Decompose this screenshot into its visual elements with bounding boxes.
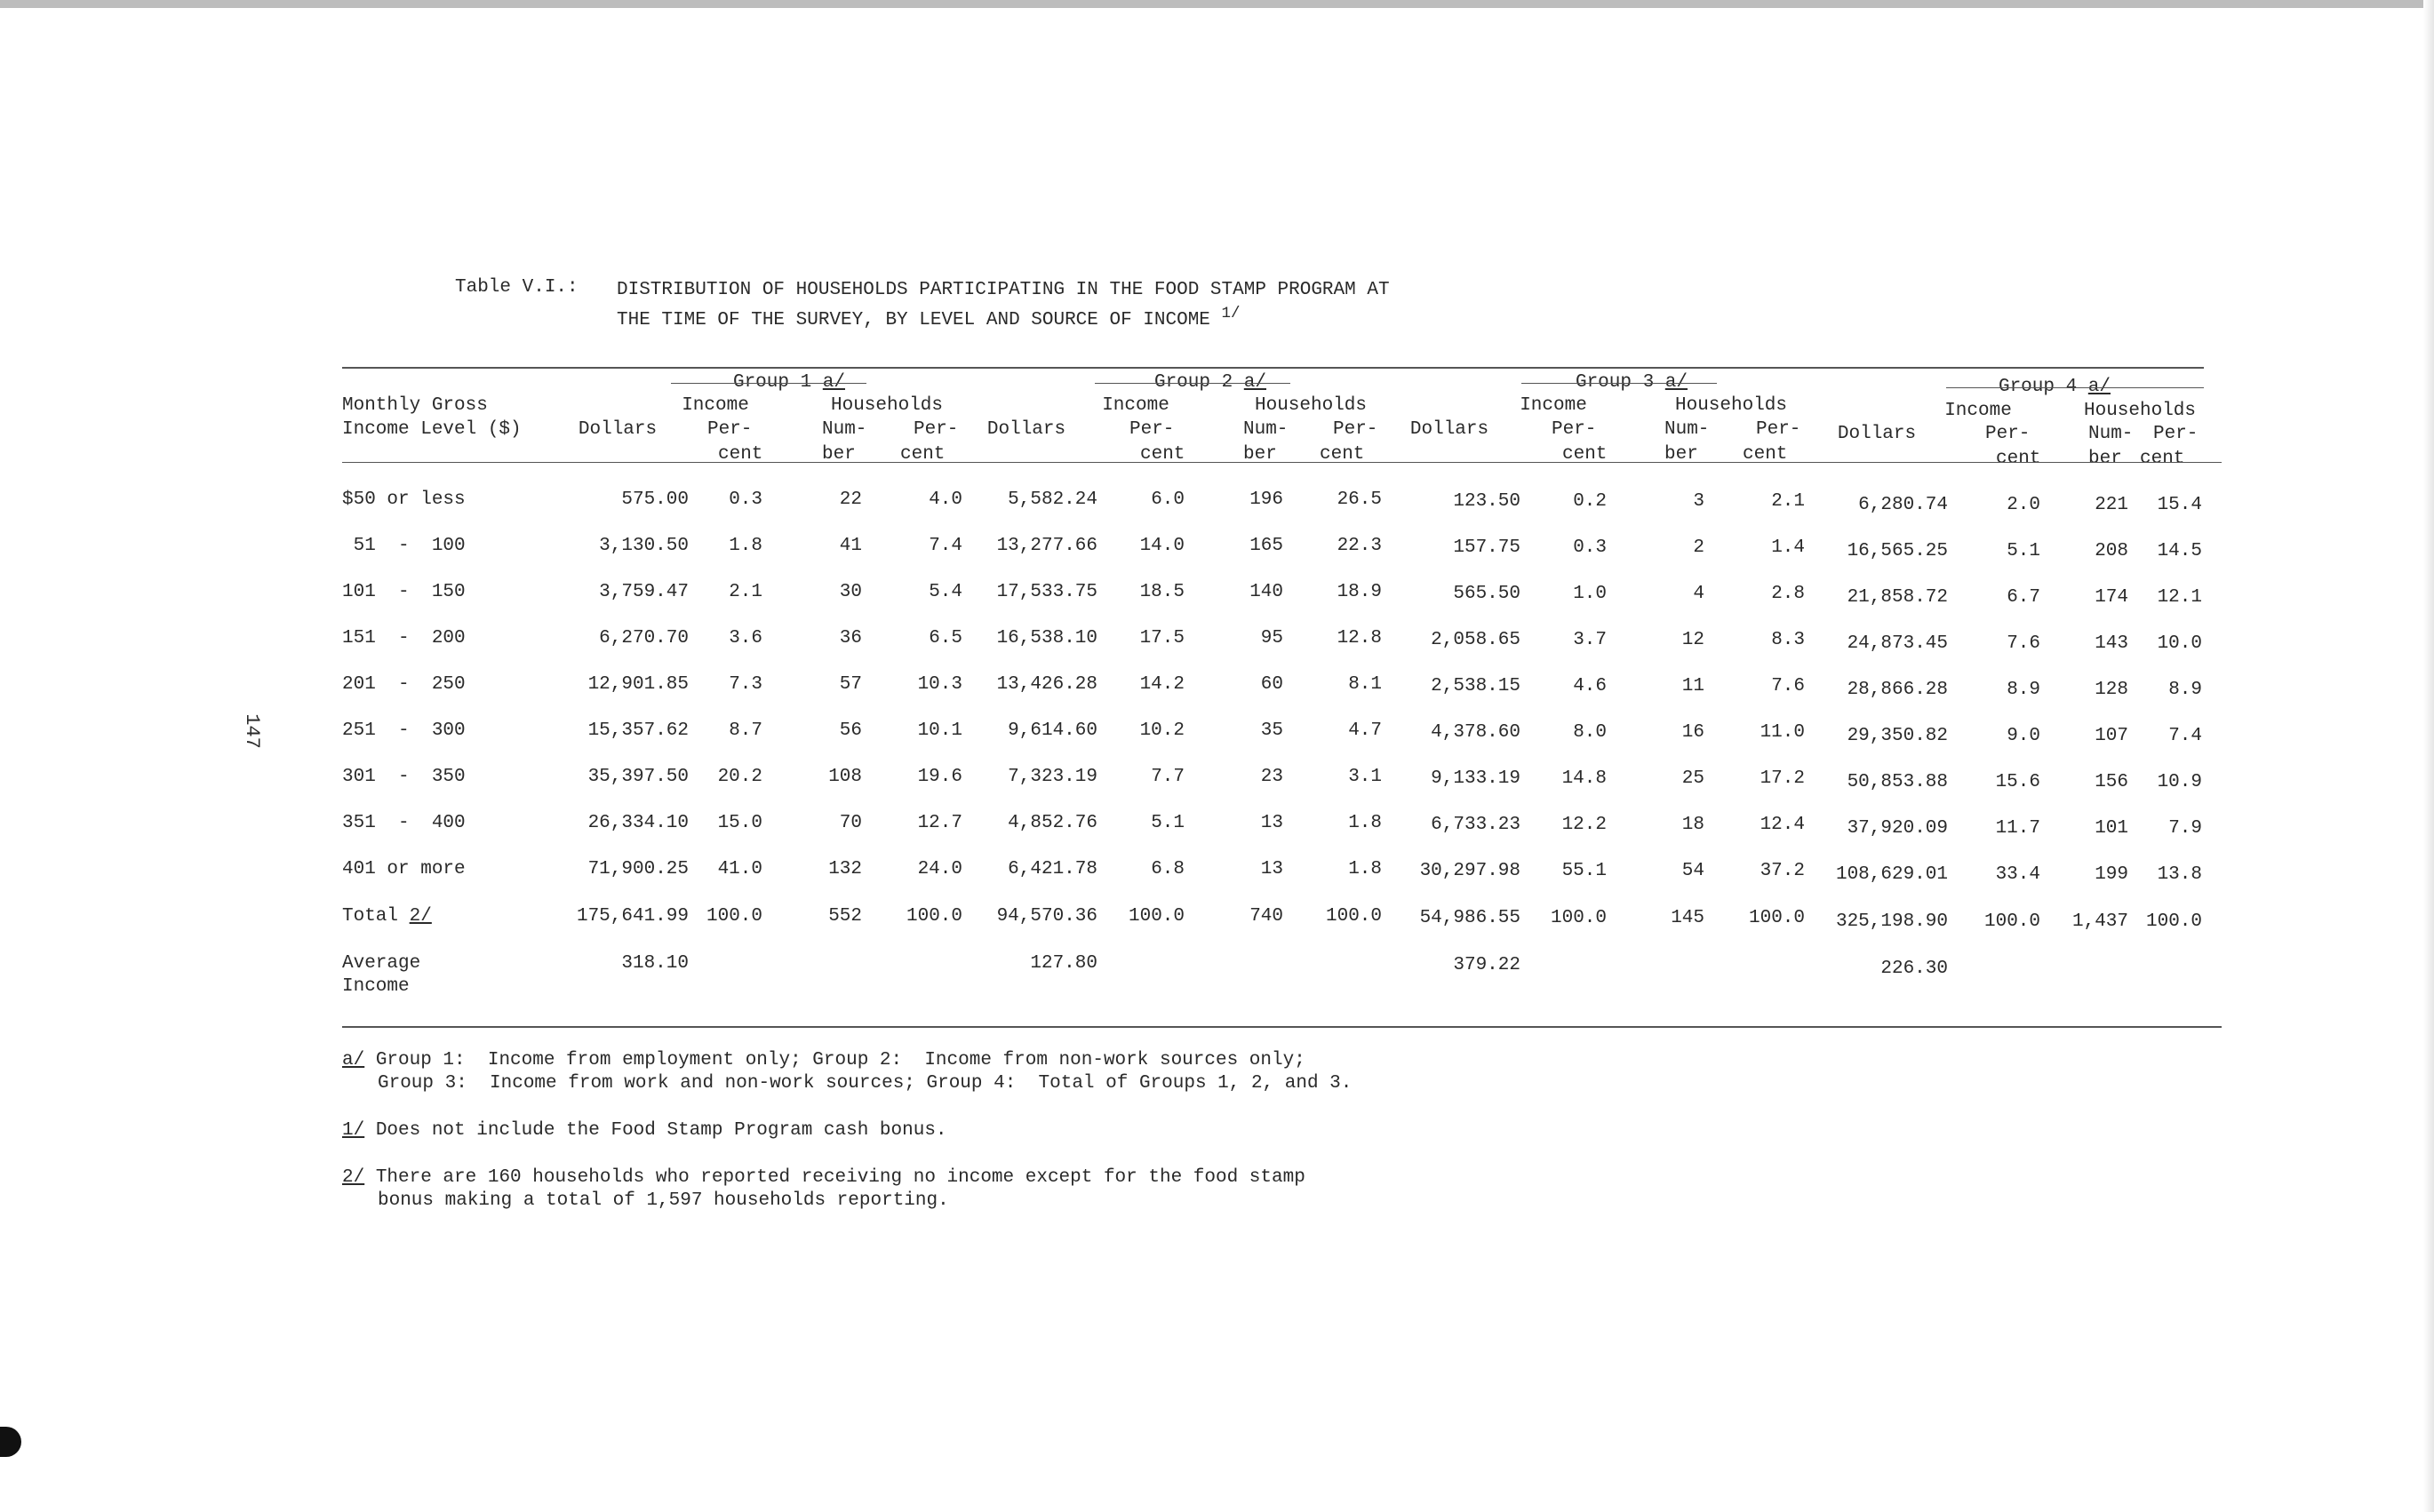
- table-cell: 60: [1260, 674, 1283, 695]
- table-cell: 100.0: [1748, 908, 1805, 928]
- footnote-2-line-2: bonus making a total of 1,597 households reporting.: [378, 1190, 949, 1211]
- table-cell: 140: [1249, 582, 1283, 602]
- table-cell: 199: [2095, 864, 2128, 885]
- col-header-number-1: Num-: [822, 419, 867, 440]
- col-header-income-percent-2: cent: [718, 444, 763, 465]
- table-cell: 175,641.99: [576, 906, 689, 927]
- table-cell: 4.6: [1573, 676, 1607, 696]
- table-cell: 325,198.90: [1835, 911, 1948, 932]
- table-cell: 15.0: [717, 813, 762, 833]
- table-cell: 33.4: [1995, 864, 2040, 885]
- row-label-text: 101 - 150: [342, 582, 466, 602]
- subheader-income: Income: [1944, 401, 2012, 421]
- table-cell: 9,614.60: [1008, 720, 1097, 741]
- group-footnote-ref: a/: [1243, 372, 1267, 393]
- table-cell: 552: [828, 906, 862, 927]
- table-cell: 21,858.72: [1847, 587, 1948, 608]
- table-cell: 20.2: [717, 767, 762, 787]
- table-cell: 128: [2095, 680, 2128, 700]
- table-cell: 6,733.23: [1431, 815, 1520, 835]
- table-cell: 24.0: [917, 859, 962, 879]
- table-cell: 208: [2095, 541, 2128, 561]
- col-header-income-percent-1: Per-: [1985, 424, 2031, 444]
- table-cell: 10.2: [1139, 720, 1185, 741]
- table-cell: 740: [1249, 906, 1283, 927]
- table-cell: 26.5: [1337, 489, 1382, 510]
- col-header-hh-percent-2: cent: [1743, 444, 1788, 465]
- row-label-text: 151 - 200: [342, 628, 466, 649]
- row-label: [342, 814, 466, 832]
- table-cell: 100.0: [906, 906, 962, 927]
- table-cell: 7.4: [929, 536, 962, 556]
- table-cell: 2.1: [729, 582, 762, 602]
- table-cell: 8.7: [729, 720, 762, 741]
- table-cell: 100.0: [1550, 908, 1607, 928]
- table-cell: 4,852.76: [1008, 813, 1097, 833]
- col-header-income-percent-1: Per-: [707, 419, 753, 440]
- table-cell: 12.8: [1337, 628, 1382, 649]
- table-cell: 3: [1693, 491, 1704, 512]
- col-header-dollars: Dollars: [986, 419, 1066, 440]
- table-caption-label: Table V.I.:: [455, 277, 579, 298]
- table-cell: 8.3: [1771, 630, 1805, 650]
- table-cell: 5,582.24: [1008, 489, 1097, 510]
- table-cell: 565.50: [1453, 584, 1520, 604]
- subheader-income: Income: [682, 395, 749, 416]
- table-cell: 6.5: [929, 628, 962, 649]
- table-cell: 10.1: [917, 720, 962, 741]
- table-cell: 3,759.47: [599, 582, 689, 602]
- table-cell: 95: [1260, 628, 1283, 649]
- table-cell: 14.5: [2157, 541, 2202, 561]
- table-cell: 50,853.88: [1847, 772, 1948, 792]
- footnote-separator-rule: [342, 1026, 2222, 1028]
- table-cell: 18.5: [1139, 582, 1185, 602]
- row-label: [342, 860, 466, 879]
- table-cell: 1,437: [2071, 911, 2128, 932]
- group-footnote-ref: a/: [2087, 377, 2111, 397]
- table-cell: 19.6: [917, 767, 962, 787]
- table-cell: 41.0: [717, 859, 762, 879]
- col-header-income-percent-2: cent: [1996, 449, 2041, 469]
- page-number: 147: [240, 713, 263, 749]
- table-cell: 16: [1681, 722, 1704, 743]
- table-cell: 100.0: [2145, 911, 2202, 932]
- table-cell: 575.00: [621, 489, 689, 510]
- col-header-hh-percent-1: Per-: [2153, 424, 2199, 444]
- table-cell: 4,378.60: [1431, 722, 1520, 743]
- table-cell: 35,397.50: [587, 767, 689, 787]
- table-cell: 15,357.62: [587, 720, 689, 741]
- table-cell: 108: [828, 767, 862, 787]
- scan-top-border: [0, 0, 2434, 8]
- title-footnote-ref: 1/: [1221, 305, 1241, 322]
- table-cell: 0.2: [1573, 491, 1607, 512]
- table-cell: 15.4: [2157, 495, 2202, 515]
- stub-header-line-1: Monthly Gross: [342, 395, 488, 416]
- table-cell: 5.1: [2007, 541, 2040, 561]
- table-cell: 9,133.19: [1431, 768, 1520, 789]
- table-cell: 70: [839, 813, 862, 833]
- table-cell: 174: [2095, 587, 2128, 608]
- table-cell: 1.8: [729, 536, 762, 556]
- table-cell: 145: [1671, 908, 1704, 928]
- footnote-1-ref: 1/: [342, 1120, 365, 1141]
- table-cell: 23: [1260, 767, 1283, 787]
- col-header-hh-percent-1: Per-: [1333, 419, 1378, 440]
- col-header-number-2: ber: [822, 444, 856, 465]
- table-cell: 2.0: [2007, 495, 2040, 515]
- col-header-dollars: Dollars: [1837, 424, 1917, 444]
- table-cell: 41: [839, 536, 862, 556]
- col-header-dollars: Dollars: [1409, 419, 1489, 440]
- col-header-hh-percent-2: cent: [2140, 449, 2185, 469]
- row-label-text: Total: [342, 906, 399, 927]
- table-cell: 9.0: [2007, 726, 2040, 746]
- table-cell: 8.1: [1348, 674, 1382, 695]
- table-cell: 22: [839, 489, 862, 510]
- scan-right-edge: [2423, 0, 2434, 1512]
- col-header-number-2: ber: [1243, 444, 1277, 465]
- table-top-rule: [342, 367, 2204, 369]
- average-income-cell: 127.80: [1030, 953, 1097, 974]
- col-header-hh-percent-1: Per-: [1756, 419, 1801, 440]
- table-cell: 13: [1260, 859, 1283, 879]
- subheader-income: Income: [1520, 395, 1587, 416]
- col-header-dollars: Dollars: [578, 419, 658, 440]
- row-label-text: 351 - 400: [342, 813, 466, 833]
- table-cell: 11.0: [1760, 722, 1805, 743]
- footnote-a-line-2: Group 3: Income from work and non-work sources; Group 4: Total of Groups 1, 2, and 3.: [378, 1073, 1353, 1094]
- table-cell: 25: [1681, 768, 1704, 789]
- row-label-text: 51 - 100: [342, 536, 466, 556]
- table-cell: 8.9: [2007, 680, 2040, 700]
- average-label-line-1: Average: [342, 953, 421, 974]
- table-cell: 13.8: [2157, 864, 2202, 885]
- row-label: [342, 629, 466, 648]
- row-label: [342, 675, 466, 694]
- table-cell: 6,421.78: [1008, 859, 1097, 879]
- row-label-text: 251 - 300: [342, 720, 466, 741]
- table-cell: 196: [1249, 489, 1283, 510]
- group-3-rule: [1521, 383, 1717, 384]
- table-cell: 12.4: [1760, 815, 1805, 835]
- table-cell: 12.7: [917, 813, 962, 833]
- table-cell: 37,920.09: [1847, 818, 1948, 839]
- group-4-rule: [1946, 387, 2204, 388]
- table-cell: 132: [828, 859, 862, 879]
- binding-hole-mark: [0, 1427, 21, 1457]
- group-1-rule: [671, 383, 866, 384]
- table-cell: 5.4: [929, 582, 962, 602]
- table-cell: 13,426.28: [996, 674, 1097, 695]
- table-cell: 8.9: [2168, 680, 2202, 700]
- col-header-income-percent-1: Per-: [1552, 419, 1597, 440]
- table-cell: 5.1: [1151, 813, 1185, 833]
- table-cell: 8.0: [1573, 722, 1607, 743]
- table-cell: 71,900.25: [587, 859, 689, 879]
- row-label-text: 201 - 250: [342, 674, 466, 695]
- table-title-line-1: DISTRIBUTION OF HOUSEHOLDS PARTICIPATING IN THE FOOD STAMP PROGRAM AT: [617, 280, 1390, 300]
- table-cell: 0.3: [1573, 537, 1607, 558]
- col-header-number-2: ber: [1664, 444, 1698, 465]
- row-label: [342, 537, 466, 555]
- col-header-hh-percent-2: cent: [1320, 444, 1365, 465]
- row-label: [342, 768, 466, 786]
- col-header-hh-percent-2: cent: [900, 444, 946, 465]
- table-cell: 10.0: [2157, 633, 2202, 654]
- table-cell: 36: [839, 628, 862, 649]
- subheader-households: Households: [1674, 395, 1788, 416]
- col-header-income-percent-2: cent: [1140, 444, 1185, 465]
- group-label: Group 4: [1998, 377, 2078, 397]
- table-cell: 100.0: [1325, 906, 1382, 927]
- table-cell: 10.9: [2157, 772, 2202, 792]
- table-cell: 12,901.85: [587, 674, 689, 695]
- table-cell: 17,533.75: [996, 582, 1097, 602]
- table-cell: 107: [2095, 726, 2128, 746]
- group-footnote-ref: a/: [822, 372, 846, 393]
- table-cell: 2,058.65: [1431, 630, 1520, 650]
- table-cell: 7.3: [729, 674, 762, 695]
- table-cell: 57: [839, 674, 862, 695]
- table-cell: 35: [1260, 720, 1283, 741]
- table-cell: 143: [2095, 633, 2128, 654]
- subheader-households: Households: [1254, 395, 1368, 416]
- table-cell: 11: [1681, 676, 1704, 696]
- table-cell: 221: [2095, 495, 2128, 515]
- footnote-1: 1/ Does not include the Food Stamp Program cash bonus.: [342, 1120, 947, 1141]
- table-cell: 94,570.36: [996, 906, 1097, 927]
- table-cell: 100.0: [1983, 911, 2040, 932]
- group-label: Group 2: [1153, 372, 1233, 393]
- table-cell: 100.0: [1128, 906, 1185, 927]
- group-label: Group 3: [1575, 372, 1655, 393]
- table-cell: 16,565.25: [1847, 541, 1948, 561]
- table-cell: 7.7: [1151, 767, 1185, 787]
- table-cell: 4: [1693, 584, 1704, 604]
- table-cell: 4.7: [1348, 720, 1382, 741]
- table-cell: 26,334.10: [587, 813, 689, 833]
- table-title-line-2: THE TIME OF THE SURVEY, BY LEVEL AND SOURCE OF INCOME $^{1/}$: [617, 305, 1241, 330]
- table-cell: 18: [1681, 815, 1704, 835]
- col-header-income-percent-2: cent: [1562, 444, 1608, 465]
- group-2-rule: [1095, 383, 1290, 384]
- col-header-number-1: Num-: [1243, 419, 1289, 440]
- footnote-2-line-1: 2/ There are 160 households who reported receiving no income except for the food stamp: [342, 1167, 1305, 1188]
- header-bottom-rule: [342, 462, 2222, 463]
- table-cell: 22.3: [1337, 536, 1382, 556]
- col-header-income-percent-1: Per-: [1129, 419, 1175, 440]
- table-cell: 3.6: [729, 628, 762, 649]
- table-cell: 54,986.55: [1419, 908, 1520, 928]
- table-cell: 10.3: [917, 674, 962, 695]
- table-cell: 30,297.98: [1419, 861, 1520, 881]
- table-cell: 17.5: [1139, 628, 1185, 649]
- col-header-number-2: ber: [2088, 449, 2122, 469]
- table-cell: 7,323.19: [1008, 767, 1097, 787]
- stub-header-line-2: Income Level ($): [342, 419, 522, 440]
- table-cell: 3.1: [1348, 767, 1382, 787]
- row-label: [342, 490, 466, 509]
- table-cell: 2: [1693, 537, 1704, 558]
- table-cell: 17.2: [1760, 768, 1805, 789]
- row-label: [342, 583, 466, 601]
- average-label-line-2: Income: [342, 976, 410, 997]
- table-cell: 4.0: [929, 489, 962, 510]
- row-footnote-ref: 2/: [409, 906, 432, 927]
- table-cell: 30: [839, 582, 862, 602]
- table-cell: 6.0: [1151, 489, 1185, 510]
- row-label: [342, 721, 466, 740]
- table-cell: 13,277.66: [996, 536, 1097, 556]
- table-cell: 100.0: [706, 906, 762, 927]
- table-cell: 2,538.15: [1431, 676, 1520, 696]
- table-cell: 13: [1260, 813, 1283, 833]
- subheader-households: Households: [830, 395, 944, 416]
- table-cell: 2.1: [1771, 491, 1805, 512]
- table-cell: 14.2: [1139, 674, 1185, 695]
- row-label-text: 401 or more: [342, 859, 466, 879]
- col-header-number-1: Num-: [2088, 424, 2134, 444]
- table-cell: 18.9: [1337, 582, 1382, 602]
- table-cell: 55.1: [1561, 861, 1607, 881]
- group-footnote-ref: a/: [1664, 372, 1688, 393]
- row-label-text: 301 - 350: [342, 767, 466, 787]
- group-label: Group 1: [732, 372, 812, 393]
- table-cell: 157.75: [1453, 537, 1520, 558]
- table-cell: 6,280.74: [1858, 495, 1948, 515]
- table-cell: 6,270.70: [599, 628, 689, 649]
- table-cell: 156: [2095, 772, 2128, 792]
- table-cell: 54: [1681, 861, 1704, 881]
- table-cell: 56: [839, 720, 862, 741]
- table-cell: 14.8: [1561, 768, 1607, 789]
- subheader-income: Income: [1102, 395, 1169, 416]
- row-label: [342, 907, 432, 926]
- table-cell: 7.4: [2168, 726, 2202, 746]
- table-cell: 37.2: [1760, 861, 1805, 881]
- table-cell: 1.4: [1771, 537, 1805, 558]
- table-cell: 11.7: [1995, 818, 2040, 839]
- table-cell: 6.8: [1151, 859, 1185, 879]
- table-cell: 24,873.45: [1847, 633, 1948, 654]
- row-label-text: $50 or less: [342, 489, 466, 510]
- subheader-households: Households: [2083, 401, 2197, 421]
- table-cell: 12: [1681, 630, 1704, 650]
- table-cell: 101: [2095, 818, 2128, 839]
- table-cell: 12.1: [2157, 587, 2202, 608]
- table-cell: 3.7: [1573, 630, 1607, 650]
- table-cell: 7.6: [2007, 633, 2040, 654]
- footnote-2-ref: 2/: [342, 1167, 365, 1188]
- footnote-a-line-1: a/ Group 1: Income from employment only; Group 2: Income from non-work sources only;: [342, 1050, 1305, 1070]
- table-cell: 29,350.82: [1847, 726, 1948, 746]
- table-cell: 108,629.01: [1835, 864, 1948, 885]
- table-cell: 1.8: [1348, 813, 1382, 833]
- table-cell: 28,866.28: [1847, 680, 1948, 700]
- table-cell: 16,538.10: [996, 628, 1097, 649]
- table-cell: 1.8: [1348, 859, 1382, 879]
- table-cell: 123.50: [1453, 491, 1520, 512]
- table-cell: 6.7: [2007, 587, 2040, 608]
- footnote-a-ref: a/: [342, 1050, 365, 1070]
- average-income-cell: 318.10: [621, 953, 689, 974]
- table-cell: 0.3: [729, 489, 762, 510]
- col-header-hh-percent-1: Per-: [914, 419, 959, 440]
- table-cell: 165: [1249, 536, 1283, 556]
- table-cell: 14.0: [1139, 536, 1185, 556]
- table-cell: 2.8: [1771, 584, 1805, 604]
- table-cell: 7.6: [1771, 676, 1805, 696]
- table-title: [617, 278, 1390, 332]
- average-income-cell: 226.30: [1880, 959, 1948, 979]
- table-cell: 1.0: [1573, 584, 1607, 604]
- table-cell: 12.2: [1561, 815, 1607, 835]
- table-cell: 15.6: [1995, 772, 2040, 792]
- table-cell: 7.9: [2168, 818, 2202, 839]
- average-income-cell: 379.22: [1453, 955, 1520, 975]
- table-cell: 3,130.50: [599, 536, 689, 556]
- col-header-number-1: Num-: [1664, 419, 1710, 440]
